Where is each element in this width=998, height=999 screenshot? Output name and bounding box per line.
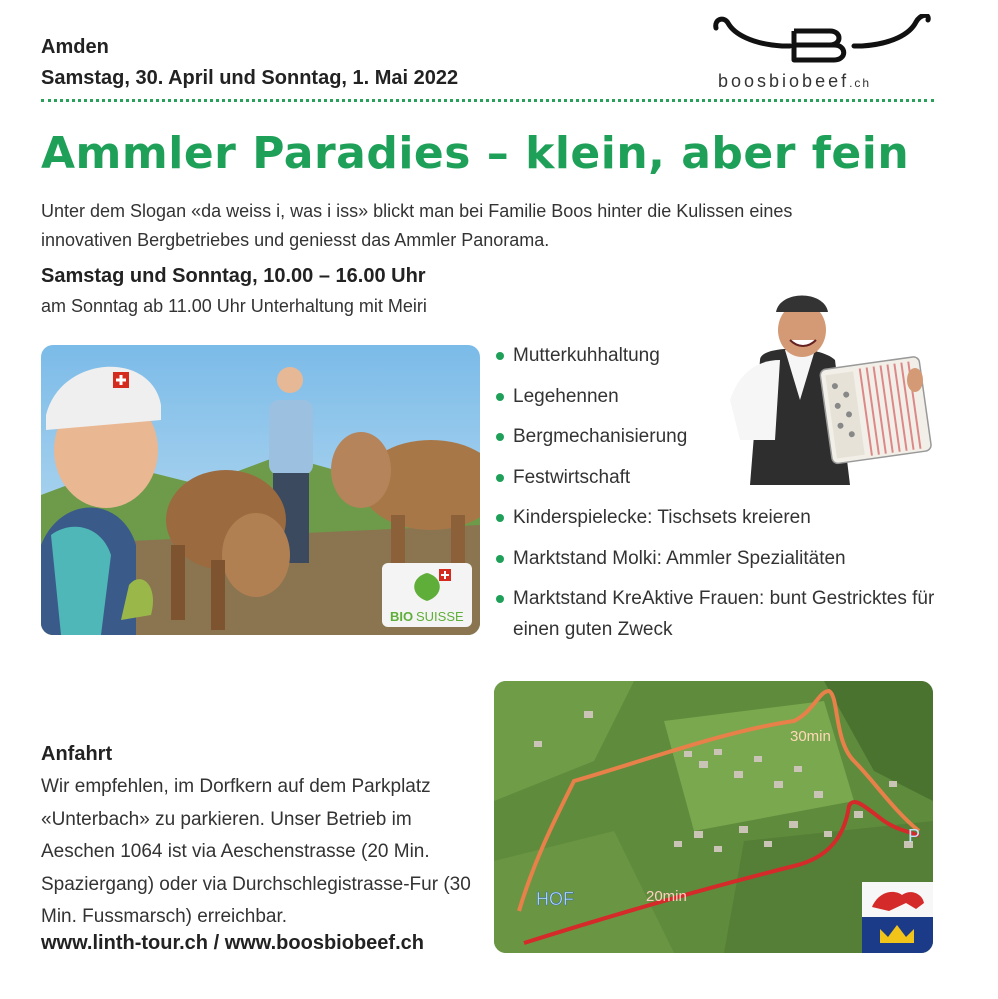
list-item bbox=[495, 462, 935, 493]
logo-wordmark bbox=[718, 71, 871, 92]
event-date: Samstag, 30. April und Sonntag, 1. Mai 2022 bbox=[41, 67, 459, 89]
bio-badge-bio: BIO bbox=[390, 609, 414, 624]
opening-hours: Samstag und Sonntag, 10.00 – 16.00 Uhr bbox=[41, 265, 426, 287]
logo-name: boosbiobeef bbox=[718, 71, 850, 91]
dotted-divider bbox=[41, 99, 934, 102]
activities-list bbox=[495, 340, 935, 655]
list-item bbox=[495, 381, 935, 412]
anfahrt-text: Wir empfehlen, im Dorfkern auf dem Parkplatz «Unterbach» zu parkieren. Unser Betrieb im Aeschen 1064 ist via Aeschenstrasse (20 Min. Spaziergang) oder via Durchschlegistrasse-Fur (30 Min. Fussmarsch) erreichbar. bbox=[41, 776, 471, 927]
page-title: Ammler Paradies – klein, aber fein bbox=[41, 128, 910, 179]
list-item-label: Bergmechanisierung bbox=[513, 426, 688, 447]
bullet-dot-icon bbox=[496, 352, 504, 360]
bullet-dot-icon bbox=[496, 595, 504, 603]
list-item-label: Marktstand KreAktive Frauen: bunt Gestricktes für einen guten Zweck bbox=[513, 588, 935, 640]
sunday-note: am Sonntag ab 11.00 Uhr Unterhaltung mit Meiri bbox=[41, 296, 427, 316]
map-label-parking: P bbox=[908, 826, 921, 846]
bullet-dot-icon bbox=[496, 514, 504, 522]
list-item bbox=[495, 340, 935, 371]
list-item-label: Legehennen bbox=[513, 385, 619, 407]
bullet-dot-icon bbox=[496, 474, 504, 482]
location-heading: Amden bbox=[41, 36, 109, 58]
logo-suffix: .ch bbox=[849, 76, 872, 90]
list-item bbox=[495, 583, 935, 645]
list-item-label: Mutterkuhhaltung bbox=[513, 345, 660, 366]
list-item bbox=[495, 421, 935, 452]
list-item bbox=[495, 543, 935, 574]
list-item bbox=[495, 502, 935, 533]
bullet-dot-icon bbox=[496, 393, 504, 401]
map-label-hof: HOF bbox=[536, 889, 574, 909]
bio-badge-suisse: SUISSE bbox=[416, 609, 464, 624]
map-label-30min: 30min bbox=[790, 728, 831, 745]
amden-coat-of-arms-icon bbox=[862, 882, 933, 953]
route-map bbox=[494, 681, 933, 953]
list-item-label: Festwirtschaft bbox=[513, 466, 631, 488]
bullet-dot-icon bbox=[496, 433, 504, 441]
anfahrt-heading: Anfahrt bbox=[41, 743, 113, 765]
intro-text: Unter dem Slogan «da weiss i, was i iss» blickt man bei Familie Boos hinter die Kulissen eines innovativen Bergbetriebes und geniesst das Ammler Panorama. bbox=[41, 201, 793, 250]
list-item-label: Kinderspielecke: Tischsets kreieren bbox=[513, 507, 811, 528]
list-item-label: Marktstand Molki: Ammler Spezialitäten bbox=[513, 547, 846, 569]
farm-photo bbox=[41, 345, 480, 635]
map-label-20min: 20min bbox=[646, 888, 687, 905]
website-links: www.linth-tour.ch / www.boosbiobeef.ch bbox=[41, 932, 424, 954]
bullet-dot-icon bbox=[496, 555, 504, 563]
